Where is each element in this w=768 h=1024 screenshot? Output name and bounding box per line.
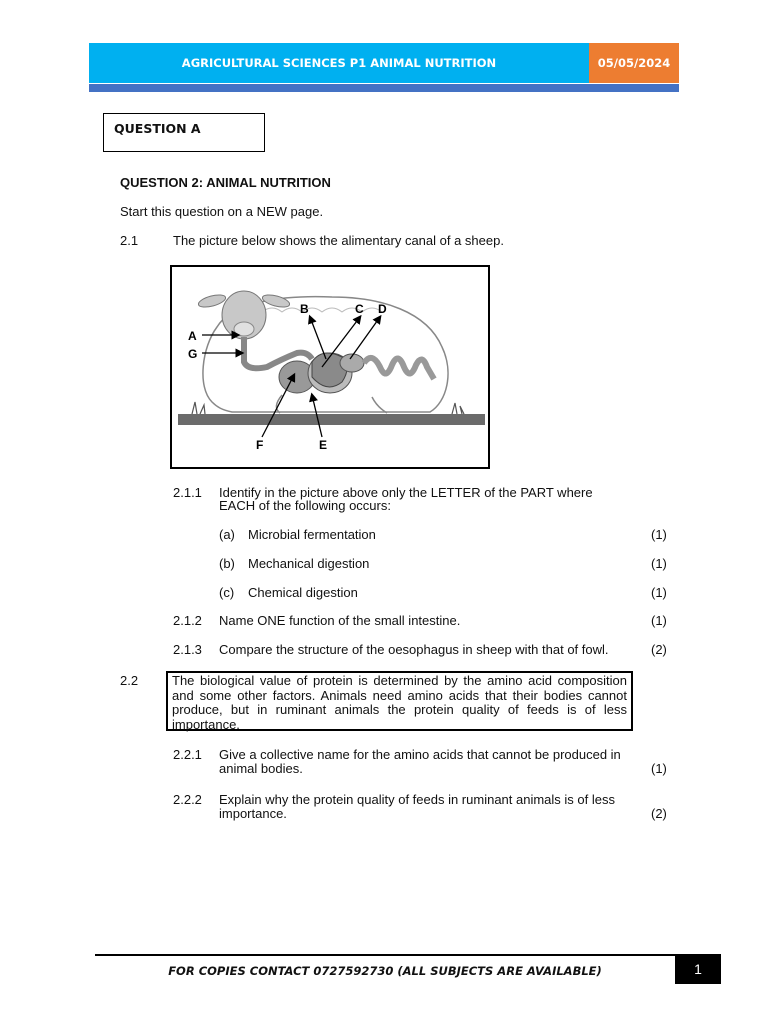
q2-1-text: The picture below shows the alimentary canal of a sheep.: [173, 233, 504, 248]
q2-1-3-number: 2.1.3: [173, 642, 202, 657]
q2-2-2-mark: (2): [651, 806, 667, 821]
label-g: G: [188, 347, 198, 361]
q2-1-2-mark: (1): [651, 613, 667, 628]
label-b: B: [300, 302, 309, 316]
label-c: C: [355, 302, 364, 316]
q2-1-3-text: Compare the structure of the oesophagus in sheep with that of fowl.: [219, 642, 609, 657]
question-heading: QUESTION 2: ANIMAL NUTRITION: [120, 175, 331, 190]
q2-1-number: 2.1: [120, 233, 139, 248]
q2-1-2-text: Name ONE function of the small intestine.: [219, 613, 461, 628]
q2-2-number: 2.2: [120, 673, 139, 688]
ground: [178, 414, 485, 425]
q2-2-2-line2: importance.: [219, 806, 287, 821]
header-title: AGRICULTURAL SCIENCES P1 ANIMAL NUTRITION: [181, 56, 497, 70]
sheep-figure: [170, 265, 490, 469]
item-a-text: Microbial fermentation: [248, 527, 376, 542]
item-b-letter: (b): [219, 556, 235, 571]
q2-2-1-line1: Give a collective name for the amino acids that cannot be produced in: [219, 747, 621, 762]
q2-1-3-mark: (2): [651, 642, 667, 657]
item-b-text: Mechanical digestion: [248, 556, 370, 571]
instruction-text: Start this question on a NEW page.: [120, 204, 324, 219]
q2-2-1-number: 2.2.1: [173, 747, 202, 762]
header-divider: [89, 84, 679, 92]
page-number: 1: [675, 954, 721, 984]
sheep-alimentary-canal-diagram: [172, 267, 488, 467]
q2-2-info-box: The biological value of protein is determined by the amino acid composition and some other factors. Animals need amino acids that their bodies cannot produce, but in ruminant animals the protein quality of feeds is of less importance.: [166, 671, 633, 731]
label-f: F: [256, 438, 264, 452]
q2-1-2-number: 2.1.2: [173, 613, 202, 628]
label-e: E: [319, 438, 328, 452]
item-a-letter: (a): [219, 527, 235, 542]
item-c-letter: (c): [219, 585, 235, 600]
item-c-text: Chemical digestion: [248, 585, 358, 600]
q2-1-1-number: 2.1.1: [173, 485, 202, 500]
q2-1-1-line2: EACH of the following occurs:: [219, 498, 391, 513]
question-box: QUESTION A: [103, 113, 265, 152]
header-date: 05/05/2024: [589, 43, 679, 83]
q2-2-2-number: 2.2.2: [173, 792, 202, 807]
label-a: A: [188, 329, 197, 343]
label-d: D: [378, 302, 387, 316]
q2-2-1-line2: animal bodies.: [219, 761, 303, 776]
footer-text: FOR COPIES CONTACT 0727592730 (ALL SUBJECTS ARE AVAILABLE): [168, 964, 602, 978]
q2-2-2-line1: Explain why the protein quality of feeds in ruminant animals is of less: [219, 792, 615, 807]
item-c-mark: (1): [651, 585, 667, 600]
q2-2-1-mark: (1): [651, 761, 667, 776]
item-b-mark: (1): [651, 556, 667, 571]
item-a-mark: (1): [651, 527, 667, 542]
q2-1-1-line1: Identify in the picture above only the LETTER of the PART where: [219, 485, 593, 500]
